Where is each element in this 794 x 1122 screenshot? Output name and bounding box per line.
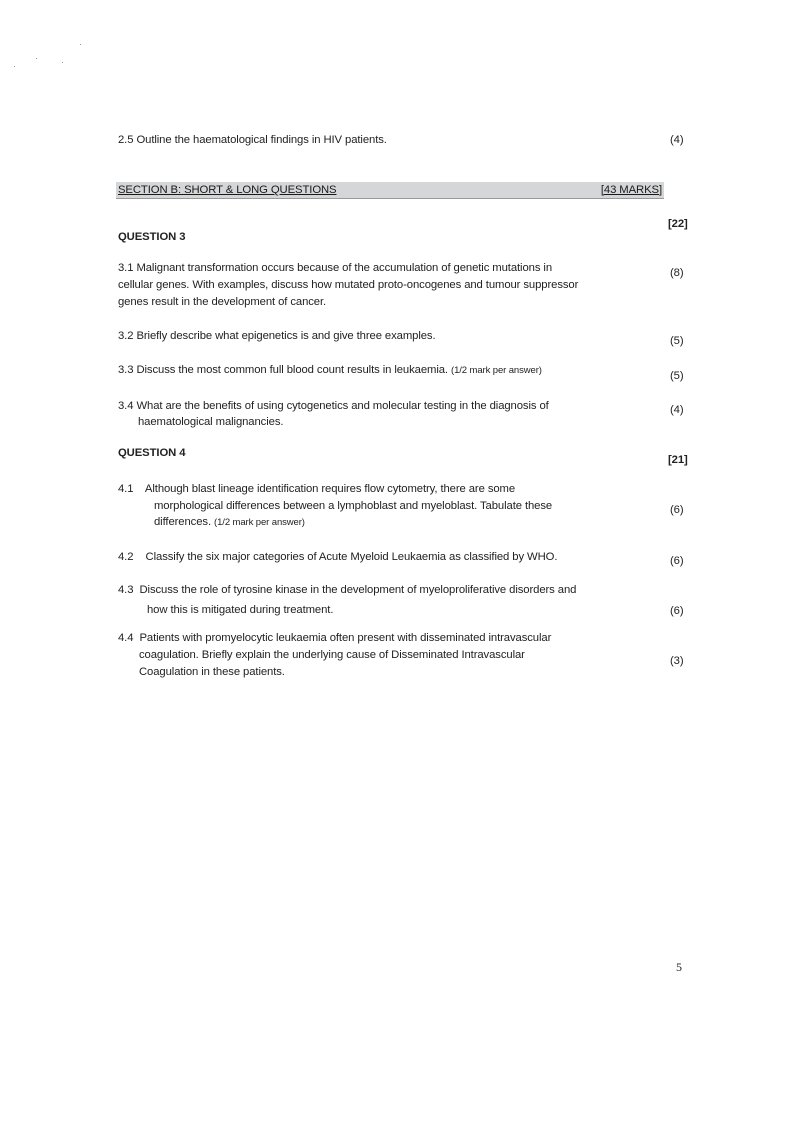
question-3-title: QUESTION 3 bbox=[118, 231, 186, 243]
q4-4-marks: (3) bbox=[670, 655, 684, 667]
section-b-header bbox=[116, 182, 664, 199]
q3-2-line: 3.2 Briefly describe what epigenetics is and give three examples. bbox=[118, 330, 436, 342]
q3-3-marks: (5) bbox=[670, 370, 684, 382]
q4-2-line: 4.2 Classify the six major categories of Acute Myeloid Leukaemia as classified by WHO. bbox=[118, 551, 558, 563]
q4-1-line: morphological differences between a lymphoblast and myeloblast. Tabulate these bbox=[154, 500, 553, 512]
q3-3-text: 3.3 Discuss the most common full blood count results in leukaemia. bbox=[118, 364, 448, 376]
q4-1-line bbox=[154, 514, 305, 531]
q4-4-line: coagulation. Briefly explain the underlying cause of Disseminated Intravascular bbox=[139, 649, 525, 661]
q3-1-line: 3.1 Malignant transformation occurs because of the accumulation of genetic mutations in bbox=[118, 262, 553, 274]
q4-4-line: Coagulation in these patients. bbox=[139, 666, 285, 678]
q3-4-marks: (4) bbox=[670, 404, 684, 416]
q4-4-line: 4.4 Patients with promyelocytic leukaemia often present with disseminated intravascular bbox=[118, 632, 552, 644]
question-2-5: 2.5 Outline the haematological findings in HIV patients. bbox=[118, 134, 387, 146]
q4-1-marks: (6) bbox=[670, 504, 684, 516]
q3-3-note: (1/2 mark per answer) bbox=[451, 365, 542, 376]
q3-4-line: haematological malignancies. bbox=[138, 416, 284, 428]
question-3-marks: [22] bbox=[668, 218, 688, 230]
q3-1-line: genes result in the development of cancer. bbox=[118, 296, 327, 308]
section-marks: [43 MARKS] bbox=[600, 184, 662, 196]
q4-3-line: 4.3 Discuss the role of tyrosine kinase in the development of myeloproliferative disorders and bbox=[118, 584, 577, 596]
q3-1-marks: (8) bbox=[670, 267, 684, 279]
q4-3-marks: (6) bbox=[670, 605, 684, 617]
q4-1-line: 4.1 Although blast lineage identification requires flow cytometry, there are some bbox=[118, 483, 516, 495]
q4-3-line: how this is mitigated during treatment. bbox=[147, 604, 334, 616]
q4-2-marks: (6) bbox=[670, 555, 684, 567]
q4-1-text: differences. bbox=[154, 516, 211, 528]
q3-2-marks: (5) bbox=[670, 335, 684, 347]
question-4-marks: [21] bbox=[668, 454, 688, 466]
page-number: 5 bbox=[676, 960, 682, 974]
question-2-5-marks: (4) bbox=[670, 134, 684, 146]
section-title: SECTION B: SHORT & LONG QUESTIONS bbox=[118, 184, 337, 196]
q3-1-line: cellular genes. With examples, discuss how mutated proto-oncogenes and tumour suppressor bbox=[118, 279, 579, 291]
q4-1-note: (1/2 mark per answer) bbox=[214, 517, 305, 528]
q3-3-line bbox=[118, 362, 542, 379]
q3-4-line: 3.4 What are the benefits of using cytogenetics and molecular testing in the diagnosis of bbox=[118, 400, 549, 412]
question-4-title: QUESTION 4 bbox=[118, 447, 186, 459]
